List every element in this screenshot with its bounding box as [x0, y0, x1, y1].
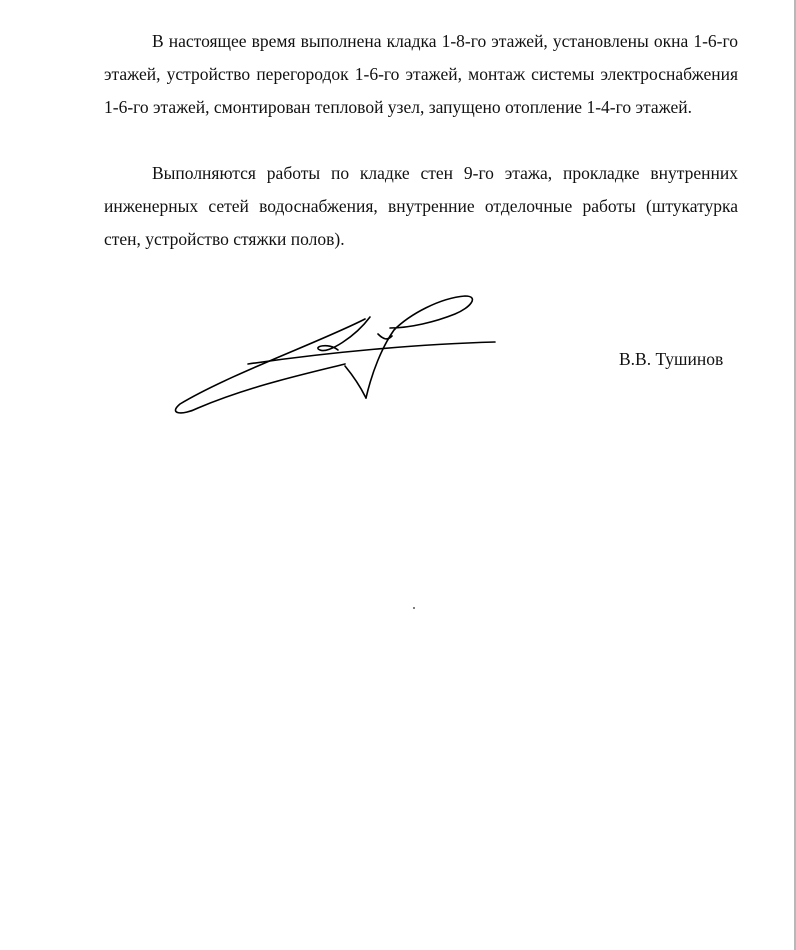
signer-name: В.В. Тушинов	[619, 349, 724, 369]
paragraph-ongoing-works: Выполняются работы по кладке стен 9-го этажа, прокладке внутренних инженерных сетей водоснабжения, внутренние отделочные работы (штукатурка стен, устройство стяжки полов).	[104, 163, 738, 249]
signature-icon	[170, 292, 500, 417]
paragraph-progress: В настоящее время выполнена кладка 1-8-го этажей, установлены окна 1-6-го этажей, устройство перегородок 1-6-го этажей, монтаж системы электроснабжения 1-6-го этажей, смонтирован тепловой узел, запущено отопление 1-4-го этажей.	[104, 31, 738, 117]
scan-speck	[413, 607, 415, 609]
